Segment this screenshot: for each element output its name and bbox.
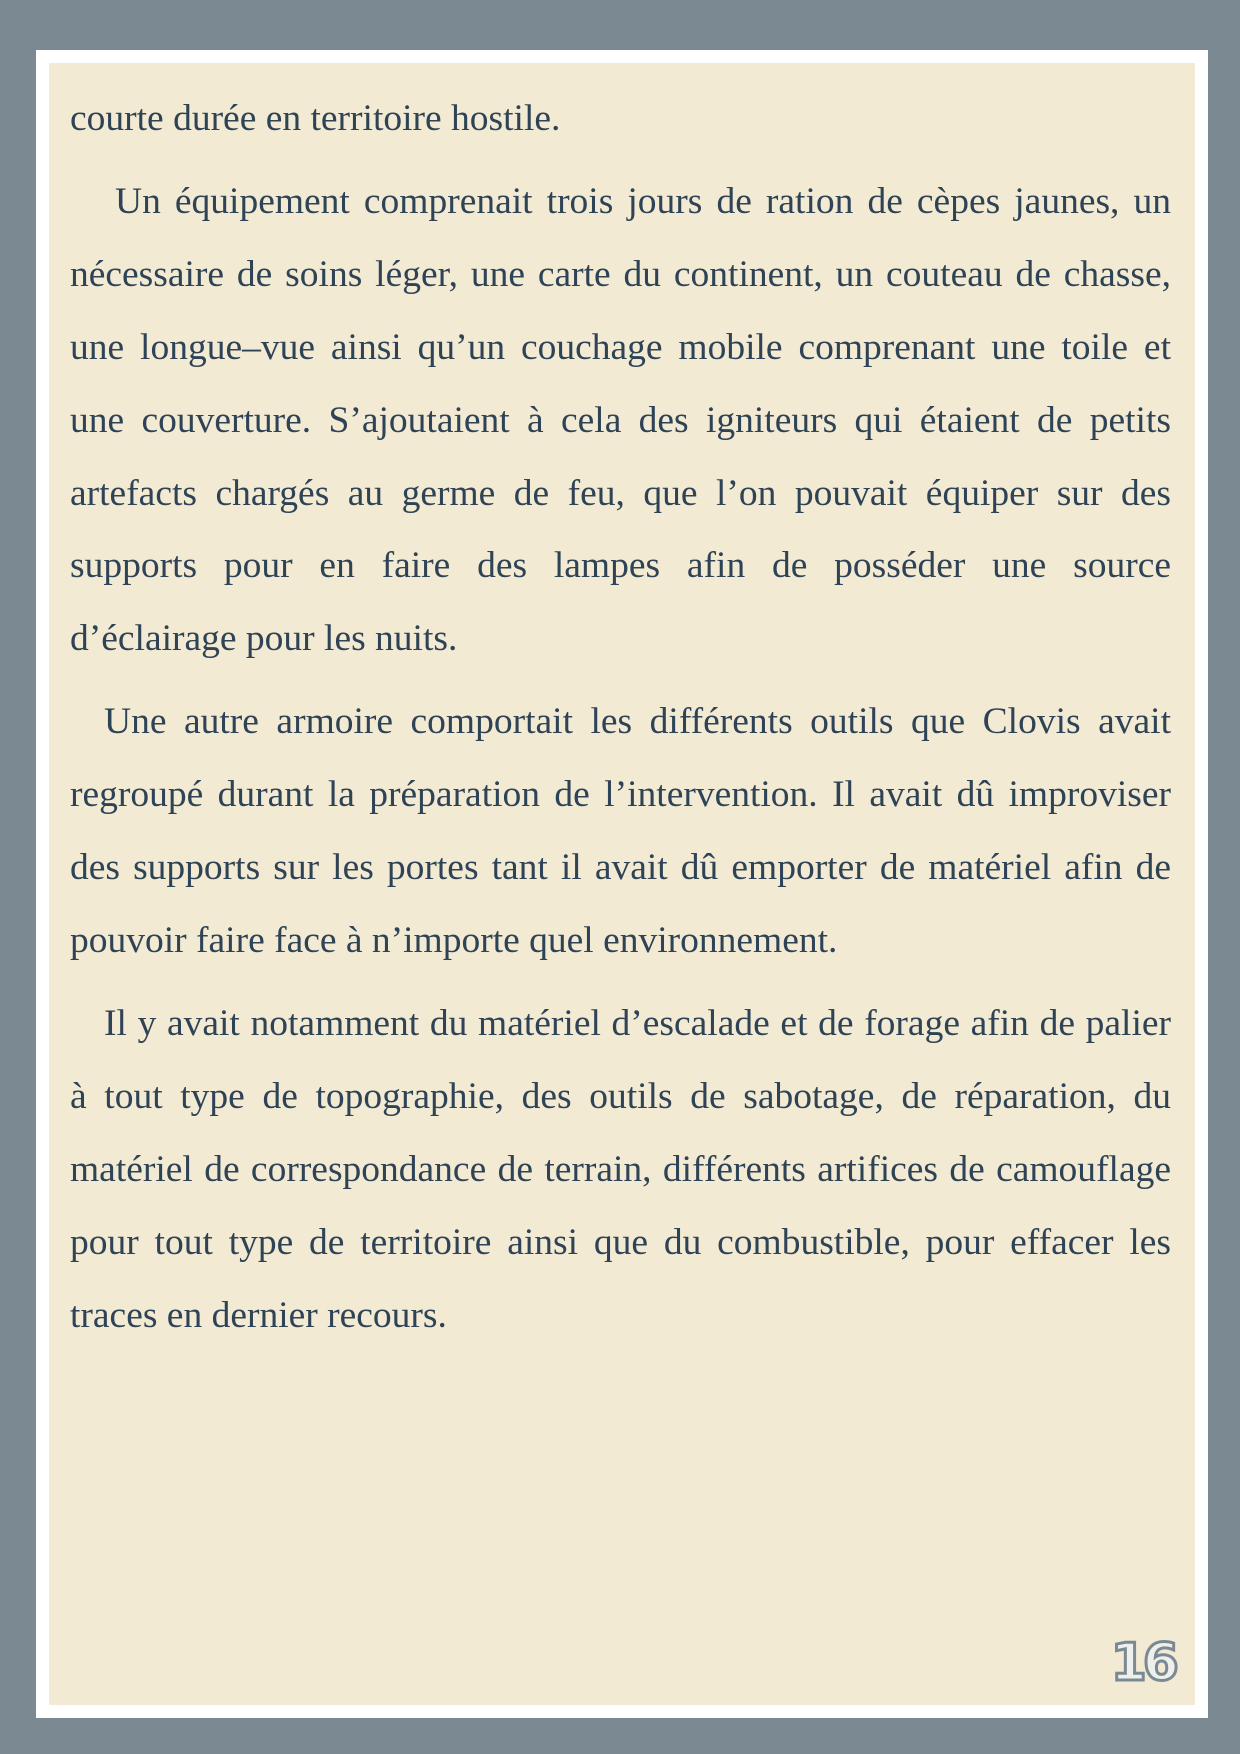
page-number: 16: [1110, 1633, 1175, 1693]
page-body: [49, 63, 1195, 1705]
paragraph-tools-cabinet: Une autre armoire comportait les différents outils que Clovis avait regroupé durant la préparation de l’intervention. Il avait dû improviser des supports sur les portes tant il avait dû emporter de matériel afin de pouvoir faire face à n’importe quel environnement.: [70, 701, 1171, 961]
paragraph-equipment: Un équipement comprenait trois jours de ration de cèpes jaunes, un nécessaire de soins léger, une carte du continent, un couteau de chasse, une longue–vue ainsi qu’un couchage mobile comprenant une toile et une couverture. S’ajoutaient à cela des igniteurs qui étaient de petits artefacts chargés au germe de feu, que l’on pouvait équiper sur des supports pour en faire des lampes afin de posséder une source d’éclairage pour les nuits.: [70, 180, 1171, 660]
page-border: [36, 50, 1208, 1718]
paragraph-climbing-gear: Il y avait notamment du matériel d’escalade et de forage afin de palier à tout type de topographie, des outils de sabotage, de réparation, du matériel de correspondance de terrain, différents artifices de camouflage pour tout type de territoire ainsi que du combustible, pour effacer les traces en dernier recours.: [70, 1002, 1171, 1336]
paragraph-continuation: courte durée en territoire hostile.: [70, 98, 561, 139]
